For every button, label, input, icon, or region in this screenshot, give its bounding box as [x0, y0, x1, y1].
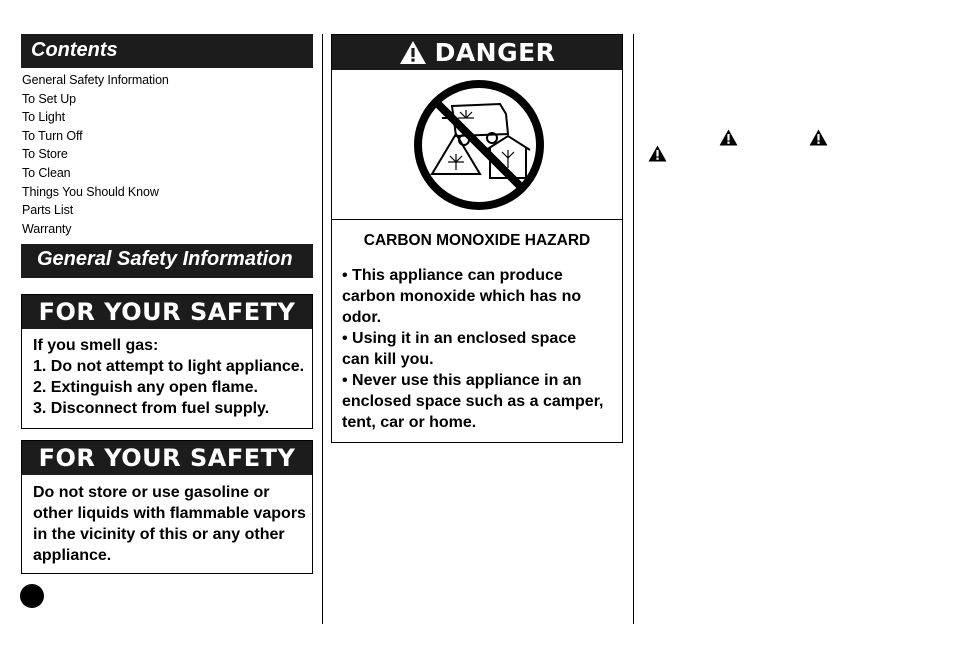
danger-line: • Using it in an enclosed space [342, 330, 577, 347]
safety-line: 3. Disconnect from fuel supply. [33, 400, 270, 417]
toc-item[interactable]: To Store [22, 147, 68, 161]
safety-line: If you smell gas: [33, 337, 159, 354]
toc-item[interactable]: General Safety Information [22, 73, 169, 87]
contents-header [21, 34, 313, 68]
danger-line: carbon monoxide which has no [342, 288, 582, 305]
warning-triangle-icon [809, 129, 828, 146]
danger-line: tent, car or home. [342, 414, 477, 431]
toc-item[interactable]: To Turn Off [22, 129, 83, 143]
toc-item[interactable]: Warranty [22, 222, 72, 236]
safety-line: appliance. [33, 547, 112, 564]
column-divider-left [322, 34, 323, 624]
general-safety-header [21, 244, 313, 278]
safety-box-gas-body [22, 329, 312, 419]
toc-item[interactable]: Things You Should Know [22, 185, 159, 199]
contents-title: Contents [31, 39, 118, 61]
danger-header [332, 35, 622, 70]
toc-item[interactable]: To Light [22, 110, 65, 124]
safety-line: other liquids with flammable vapors [33, 505, 306, 522]
danger-line: • This appliance can produce [342, 267, 563, 284]
danger-line: • Never use this appliance in an [342, 372, 582, 389]
safety-box-gasoline [21, 440, 313, 574]
page-marker-dot [20, 584, 44, 608]
safety-box-gas [21, 294, 313, 429]
warning-triangle-icon [719, 129, 738, 146]
danger-line: can kill you. [342, 351, 434, 368]
safety-line: in the vicinity of this or any other [33, 526, 285, 543]
danger-heading: CARBON MONOXIDE HAZARD [363, 232, 591, 249]
safety-line: Do not store or use gasoline or [33, 484, 270, 501]
toc-item[interactable]: To Set Up [22, 92, 76, 106]
pictogram-area [332, 70, 622, 220]
toc-item[interactable]: To Clean [22, 166, 71, 180]
danger-line: enclosed space such as a camper, [342, 393, 604, 410]
danger-box [331, 34, 623, 443]
no-camper-tent-house-icon [412, 78, 546, 212]
general-safety-title: General Safety Information [37, 248, 293, 270]
danger-body [332, 256, 622, 433]
danger-line: odor. [342, 309, 382, 326]
warning-triangle-icon [648, 145, 667, 162]
safety-box-gas-title: FOR YOUR SAFETY [22, 295, 312, 329]
toc-item[interactable]: Parts List [22, 203, 74, 217]
safety-line: 1. Do not attempt to light appliance. [33, 358, 305, 375]
danger-title: DANGER [434, 38, 556, 67]
safety-box-gasoline-title: FOR YOUR SAFETY [22, 441, 312, 475]
column-divider-right [633, 34, 634, 624]
warning-triangle-icon [399, 40, 427, 65]
safety-line: 2. Extinguish any open flame. [33, 379, 258, 396]
safety-box-gasoline-body [22, 475, 312, 566]
